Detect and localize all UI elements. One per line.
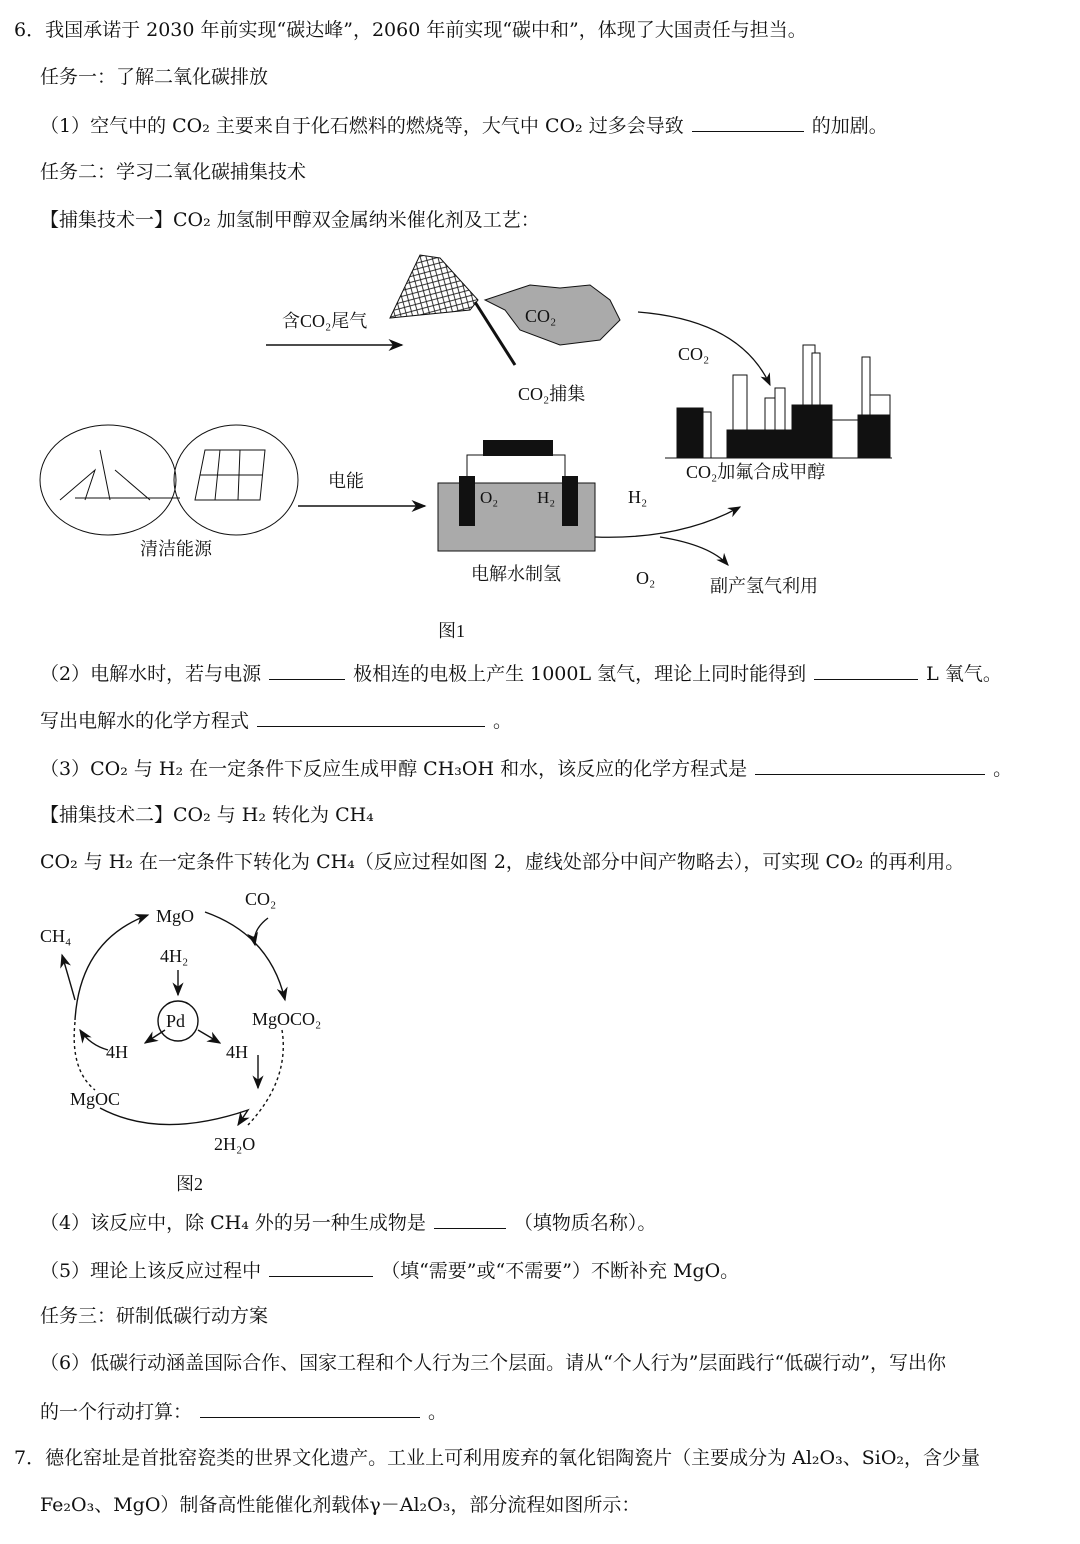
text: （5）理论上该反应过程中 bbox=[40, 1260, 262, 1282]
q6-part6-cont bbox=[40, 1399, 447, 1424]
co2-label: CO₂ bbox=[245, 889, 277, 909]
co2-cloud-label: CO₂ bbox=[525, 306, 557, 326]
answer-blank[interactable] bbox=[434, 1210, 506, 1229]
answer-blank[interactable] bbox=[200, 1399, 420, 1418]
tech1-heading: 【捕集技术一】CO₂ 加氢制甲醇双金属纳米催化剂及工艺： bbox=[40, 209, 540, 231]
h2-label: 4H₂ bbox=[160, 946, 189, 966]
text: 。 bbox=[428, 1401, 448, 1423]
power-label: 电能 bbox=[328, 471, 364, 491]
q6-part5 bbox=[40, 1258, 739, 1283]
capture-label: CO₂捕集 bbox=[518, 384, 586, 404]
h-right-label: 4H bbox=[226, 1042, 248, 1062]
tech2-description: CO₂ 与 H₂ 在一定条件下转化为 CH₄（反应过程如图 2，虚线处部分中间产物略去），可实现 CO₂ 的再利用。 bbox=[40, 851, 965, 873]
text: 极相连的电极上产生 1000L 氢气，理论上同时能得到 bbox=[353, 663, 807, 685]
text: 写出电解水的化学方程式 bbox=[40, 710, 250, 732]
q7-stem-cont: Fe₂O₃、MgO）制备高性能催化剂载体γ－Al₂O₃，部分流程如图所示： bbox=[40, 1494, 641, 1516]
h2o-label: 2H₂O bbox=[214, 1134, 256, 1154]
answer-blank[interactable] bbox=[814, 661, 918, 680]
co2-label: CO₂ bbox=[678, 344, 710, 364]
o2-electrode-label: O₂ bbox=[480, 488, 499, 507]
answer-blank[interactable] bbox=[755, 756, 985, 775]
text: 。 bbox=[493, 710, 513, 732]
q6-part4 bbox=[40, 1210, 656, 1235]
h-left-label: 4H bbox=[106, 1042, 128, 1062]
pd-catalyst-label: Pd bbox=[166, 1011, 186, 1031]
task2-heading: 任务二：学习二氧化碳捕集技术 bbox=[40, 161, 307, 183]
h2-electrode-label: H₂ bbox=[537, 488, 556, 507]
task3-heading: 任务三：研制低碳行动方案 bbox=[40, 1305, 269, 1327]
text: 。 bbox=[993, 758, 1013, 780]
figure-1-caption: 图1 bbox=[438, 621, 465, 641]
h2-label: H₂ bbox=[628, 487, 648, 507]
net-icon bbox=[390, 255, 478, 318]
text: 的一个行动打算： bbox=[40, 1401, 193, 1423]
text: （1）空气中的 CO₂ 主要来自于化石燃料的燃烧等，大气中 CO₂ 过多会导致 bbox=[40, 115, 684, 137]
clean-energy-label: 清洁能源 bbox=[140, 539, 212, 559]
figure-2-caption: 图2 bbox=[176, 1174, 203, 1194]
text: （4）该反应中，除 CH₄ 外的另一种生成物是 bbox=[40, 1212, 426, 1234]
text: （2）电解水时，若与电源 bbox=[40, 663, 262, 685]
figure-2 bbox=[0, 0, 400, 1200]
electrolysis-cell bbox=[438, 440, 595, 551]
text: （填物质名称）。 bbox=[513, 1212, 657, 1234]
ch4-label: CH₄ bbox=[40, 926, 72, 946]
q6-stem: 6．我国承诺于 2030 年前实现“碳达峰”，2060 年前实现“碳中和”，体现了大国责任与担当。 bbox=[14, 19, 807, 41]
electrolysis-label: 电解水制氢 bbox=[471, 564, 561, 584]
mgoc-label: MgOC bbox=[70, 1089, 121, 1109]
q7-stem: 7．德化窑址是首批窑瓷类的世界文化遗产。工业上可利用废弃的氧化铝陶瓷片（主要成分为 Al₂O₃、SiO₂，含少量 bbox=[14, 1447, 981, 1469]
tech2-heading: 【捕集技术二】CO₂ 与 H₂ 转化为 CH₄ bbox=[40, 804, 374, 826]
q6-part6: （6）低碳行动涵盖国际合作、国家工程和个人行为三个层面。请从“个人行为”层面践行“低碳行动”，写出你 bbox=[40, 1352, 946, 1374]
text: 的加剧。 bbox=[811, 115, 888, 137]
mgo-label: MgO bbox=[156, 906, 195, 926]
mgoco2-label: MgOCO₂ bbox=[252, 1009, 322, 1029]
o2-label: O₂ bbox=[636, 568, 656, 588]
plant-label: CO₂加氟合成甲醇 bbox=[686, 462, 826, 482]
text: （填“需要”或“不需要”）不断补充 MgO。 bbox=[381, 1260, 740, 1282]
byproduct-label: 副产氢气利用 bbox=[710, 576, 818, 596]
exhaust-label: 含CO₂尾气 bbox=[282, 311, 368, 331]
answer-blank[interactable] bbox=[269, 1258, 373, 1277]
text: （3）CO₂ 与 H₂ 在一定条件下反应生成甲醇 CH₃OH 和水，该反应的化学方程式是 bbox=[40, 758, 748, 780]
text: L 氧气。 bbox=[926, 663, 1002, 685]
task1-heading: 任务一：了解二氧化碳排放 bbox=[40, 66, 269, 88]
